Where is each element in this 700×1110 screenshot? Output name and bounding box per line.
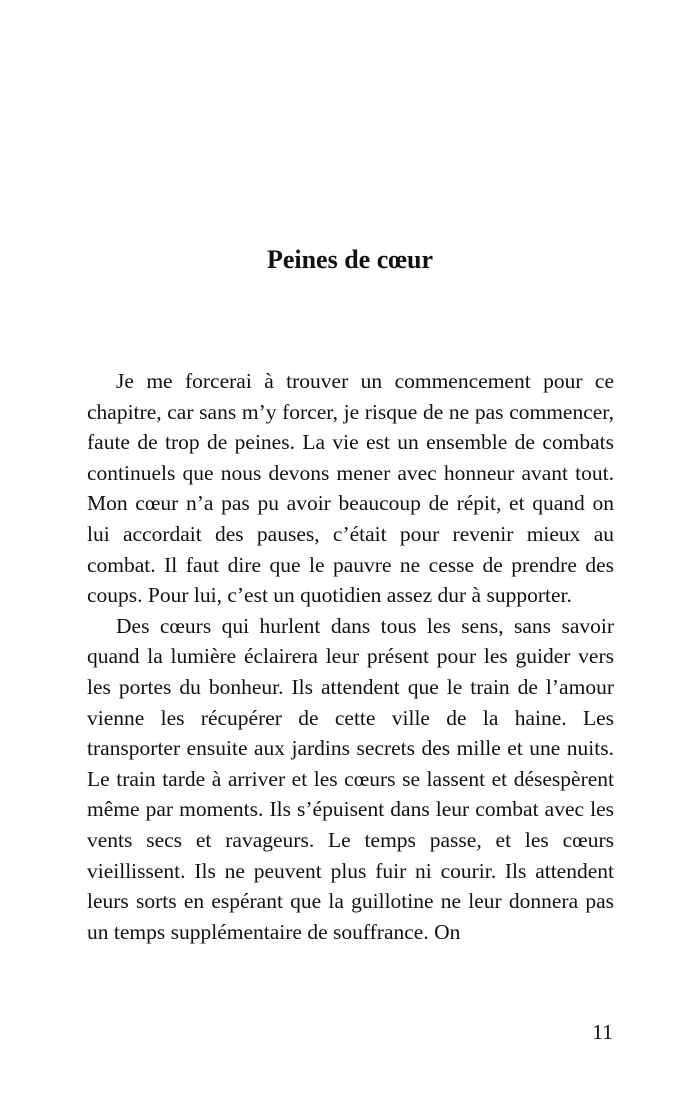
chapter-title: Peines de cœur — [266, 245, 434, 274]
chapter-body — [87, 366, 614, 947]
paragraph-2: Des cœurs qui hurlent dans tous les sens, sans savoir quand la lumière éclairera leur présent pour les guider vers les portes du bonheur. Ils attendent que le train de l’amour vienne les récupérer de cette ville de la haine. Les transporter ensuite aux jardins secrets des mille et une nuits. Le train tarde à arriver et les cœurs se lassent et désespèrent même par moments. Ils s’épuisent dans leur combat avec les vents secs et ravageurs. Le temps passe, et les cœurs vieillissent. Ils ne peuvent plus fuir ni courir. Ils attendent leurs sorts en espérant que la guillotine ne leur donnera pas un temps supplémentaire de souffrance. On — [87, 613, 614, 944]
paragraph-1: Je me forcerai à trouver un commencement pour ce chapitre, car sans m’y forcer, je risque de ne pas commencer, faute de trop de peines. La vie est un ensemble de combats continuels que nous devons mener avec honneur avant tout. Mon cœur n’a pas pu avoir beaucoup de répit, et quand on lui accordait des pauses, c’était pour revenir mieux au combat. Il faut dire que le pauvre ne cesse de prendre des coups. Pour lui, c’est un quotidien assez dur à supporter. — [87, 369, 614, 608]
page-number: 11 — [592, 1020, 613, 1044]
